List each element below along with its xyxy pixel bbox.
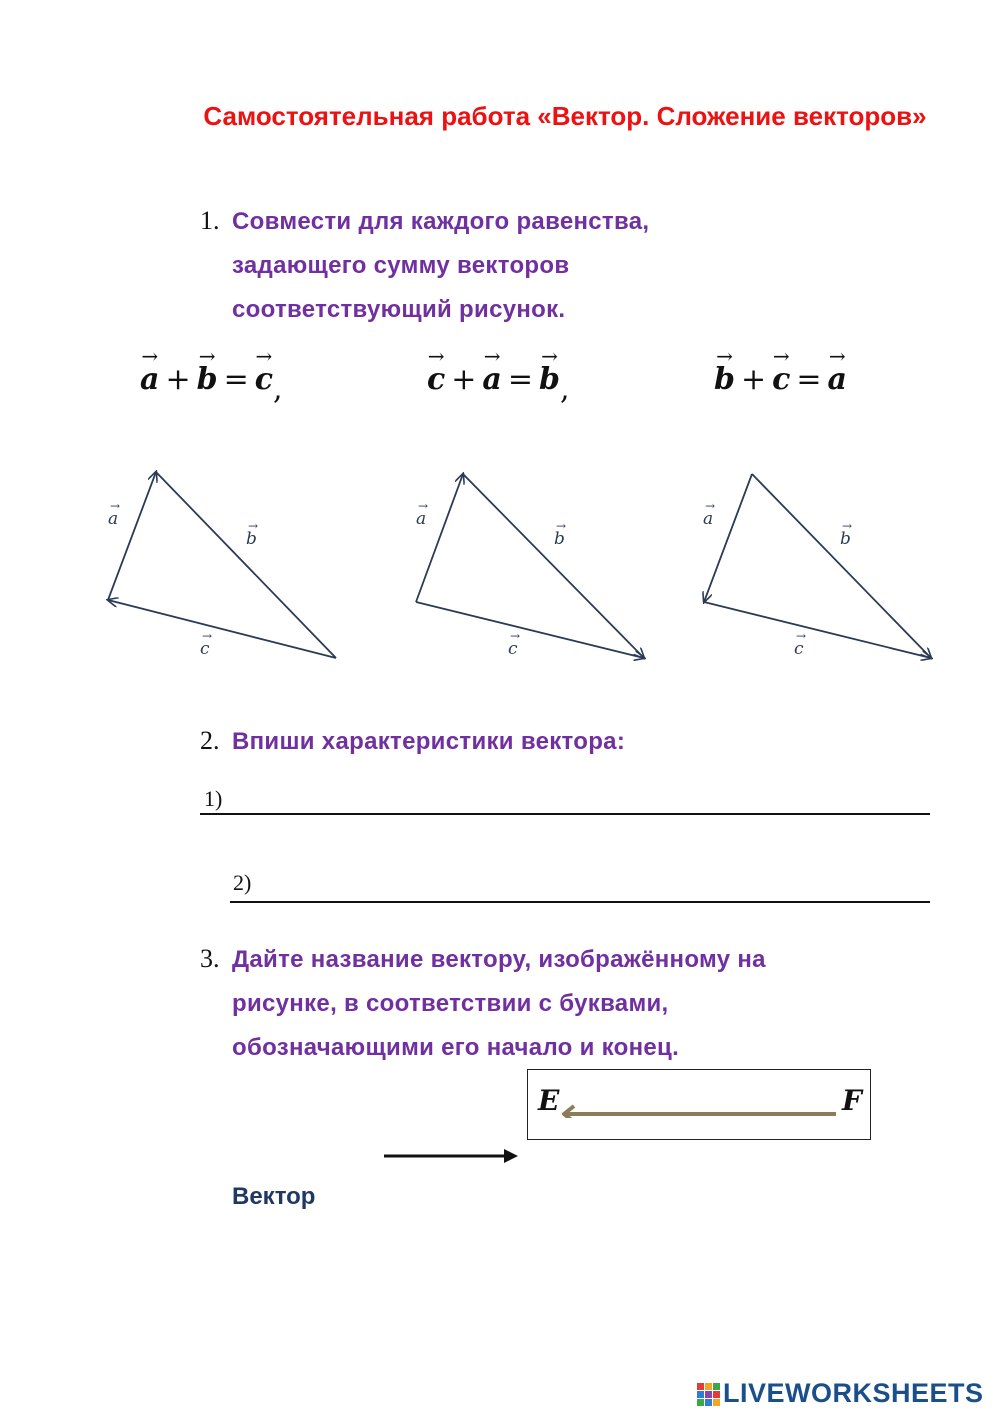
- start-letter: E: [538, 1084, 560, 1117]
- question-3-line: рисунке, в соответствии с буквами,: [232, 990, 669, 1017]
- label-b: b: [840, 529, 851, 549]
- triangle-1: [108, 472, 336, 659]
- operator: =: [223, 362, 249, 397]
- question-1-line: задающего сумму векторов: [232, 252, 570, 279]
- logo-grid-icon: [697, 1383, 721, 1407]
- label-b: b: [554, 529, 565, 549]
- operator: +: [740, 362, 767, 397]
- end-letter: F: [842, 1084, 862, 1117]
- vector-term: → b: [539, 362, 560, 397]
- vector-term: → c: [427, 362, 445, 397]
- question-3-line: обозначающими его начало и конец.: [232, 1034, 680, 1061]
- question-3-number: 3.: [200, 944, 220, 973]
- label-c: c: [794, 639, 804, 659]
- question-1-number: 1.: [200, 206, 220, 235]
- equation-3: [714, 362, 847, 397]
- triangle-2: [416, 474, 644, 659]
- vector-term: → b: [197, 362, 218, 397]
- vector-c-arrow: [416, 602, 644, 658]
- arrow-mark: →: [248, 519, 259, 533]
- operator: +: [165, 362, 191, 397]
- triangles-figure: [0, 440, 1000, 680]
- vector-c-arrow: [108, 600, 336, 658]
- operator: +: [451, 362, 477, 397]
- vector-term: → c: [772, 362, 790, 397]
- answer-line-2[interactable]: [230, 901, 930, 903]
- answer-line-2-label: 2): [233, 870, 252, 895]
- arrow-mark: →: [556, 519, 567, 533]
- arrow-mark: →: [796, 629, 807, 643]
- label-a: a: [416, 509, 427, 529]
- arrow-mark: →: [202, 629, 213, 643]
- arrow-mark: →: [110, 499, 121, 513]
- vector-term: → b: [714, 362, 735, 397]
- page-title: Самостоятельная работа «Вектор. Сложение векторов»: [203, 101, 927, 131]
- arrow-mark: →: [510, 629, 521, 643]
- watermark-text: LIVEWORKSHEETS: [723, 1378, 984, 1408]
- question-1-line: соответствующий рисунок.: [232, 296, 566, 323]
- answer-line-1-label: 1): [204, 786, 223, 811]
- label-a: a: [703, 509, 714, 529]
- arrow-mark: →: [842, 519, 853, 533]
- arrow-mark: →: [705, 499, 716, 513]
- answer-line-1[interactable]: [200, 813, 930, 815]
- vector-a-arrow: [108, 472, 156, 600]
- comma: ,: [560, 372, 570, 407]
- question-2-text: Впиши характеристики вектора:: [232, 728, 626, 755]
- label-b: b: [246, 529, 257, 549]
- label-c: c: [508, 639, 518, 659]
- arrow-mark: →: [418, 499, 429, 513]
- equation-2: [427, 362, 570, 407]
- operator: =: [796, 362, 822, 397]
- comma: ,: [273, 372, 283, 407]
- question-2-number: 2.: [200, 726, 220, 755]
- vector-b-line: [156, 472, 336, 658]
- liveworksheets-logo: [697, 1380, 997, 1412]
- vector-a-arrow: [704, 474, 752, 602]
- equation-1: [140, 362, 283, 407]
- vector-term: → c: [255, 362, 273, 397]
- label-c: c: [200, 639, 210, 659]
- vector-term: → a: [482, 362, 501, 397]
- question-3-text: [232, 938, 766, 1070]
- answer-arrow-icon: [382, 1146, 522, 1168]
- question-1-line: Совмести для каждого равенства,: [232, 208, 650, 235]
- vector-ef-figure: [527, 1069, 871, 1140]
- vector-ef-arrow: [558, 1098, 838, 1118]
- vector-b-arrow: [463, 474, 644, 658]
- vector-term: → a: [828, 362, 847, 397]
- vector-b-arrow: [752, 474, 931, 658]
- vector-a-arrow: [416, 474, 463, 602]
- operator: =: [507, 362, 534, 397]
- vector-term: → a: [140, 362, 159, 397]
- question-1-text: [232, 200, 649, 332]
- label-a: a: [108, 509, 119, 529]
- question-3-line: Дайте название вектору, изображённому на: [232, 946, 766, 973]
- vector-answer-label: Вектор: [232, 1183, 316, 1210]
- vector-c-arrow: [704, 602, 931, 658]
- triangle-3: [703, 474, 931, 659]
